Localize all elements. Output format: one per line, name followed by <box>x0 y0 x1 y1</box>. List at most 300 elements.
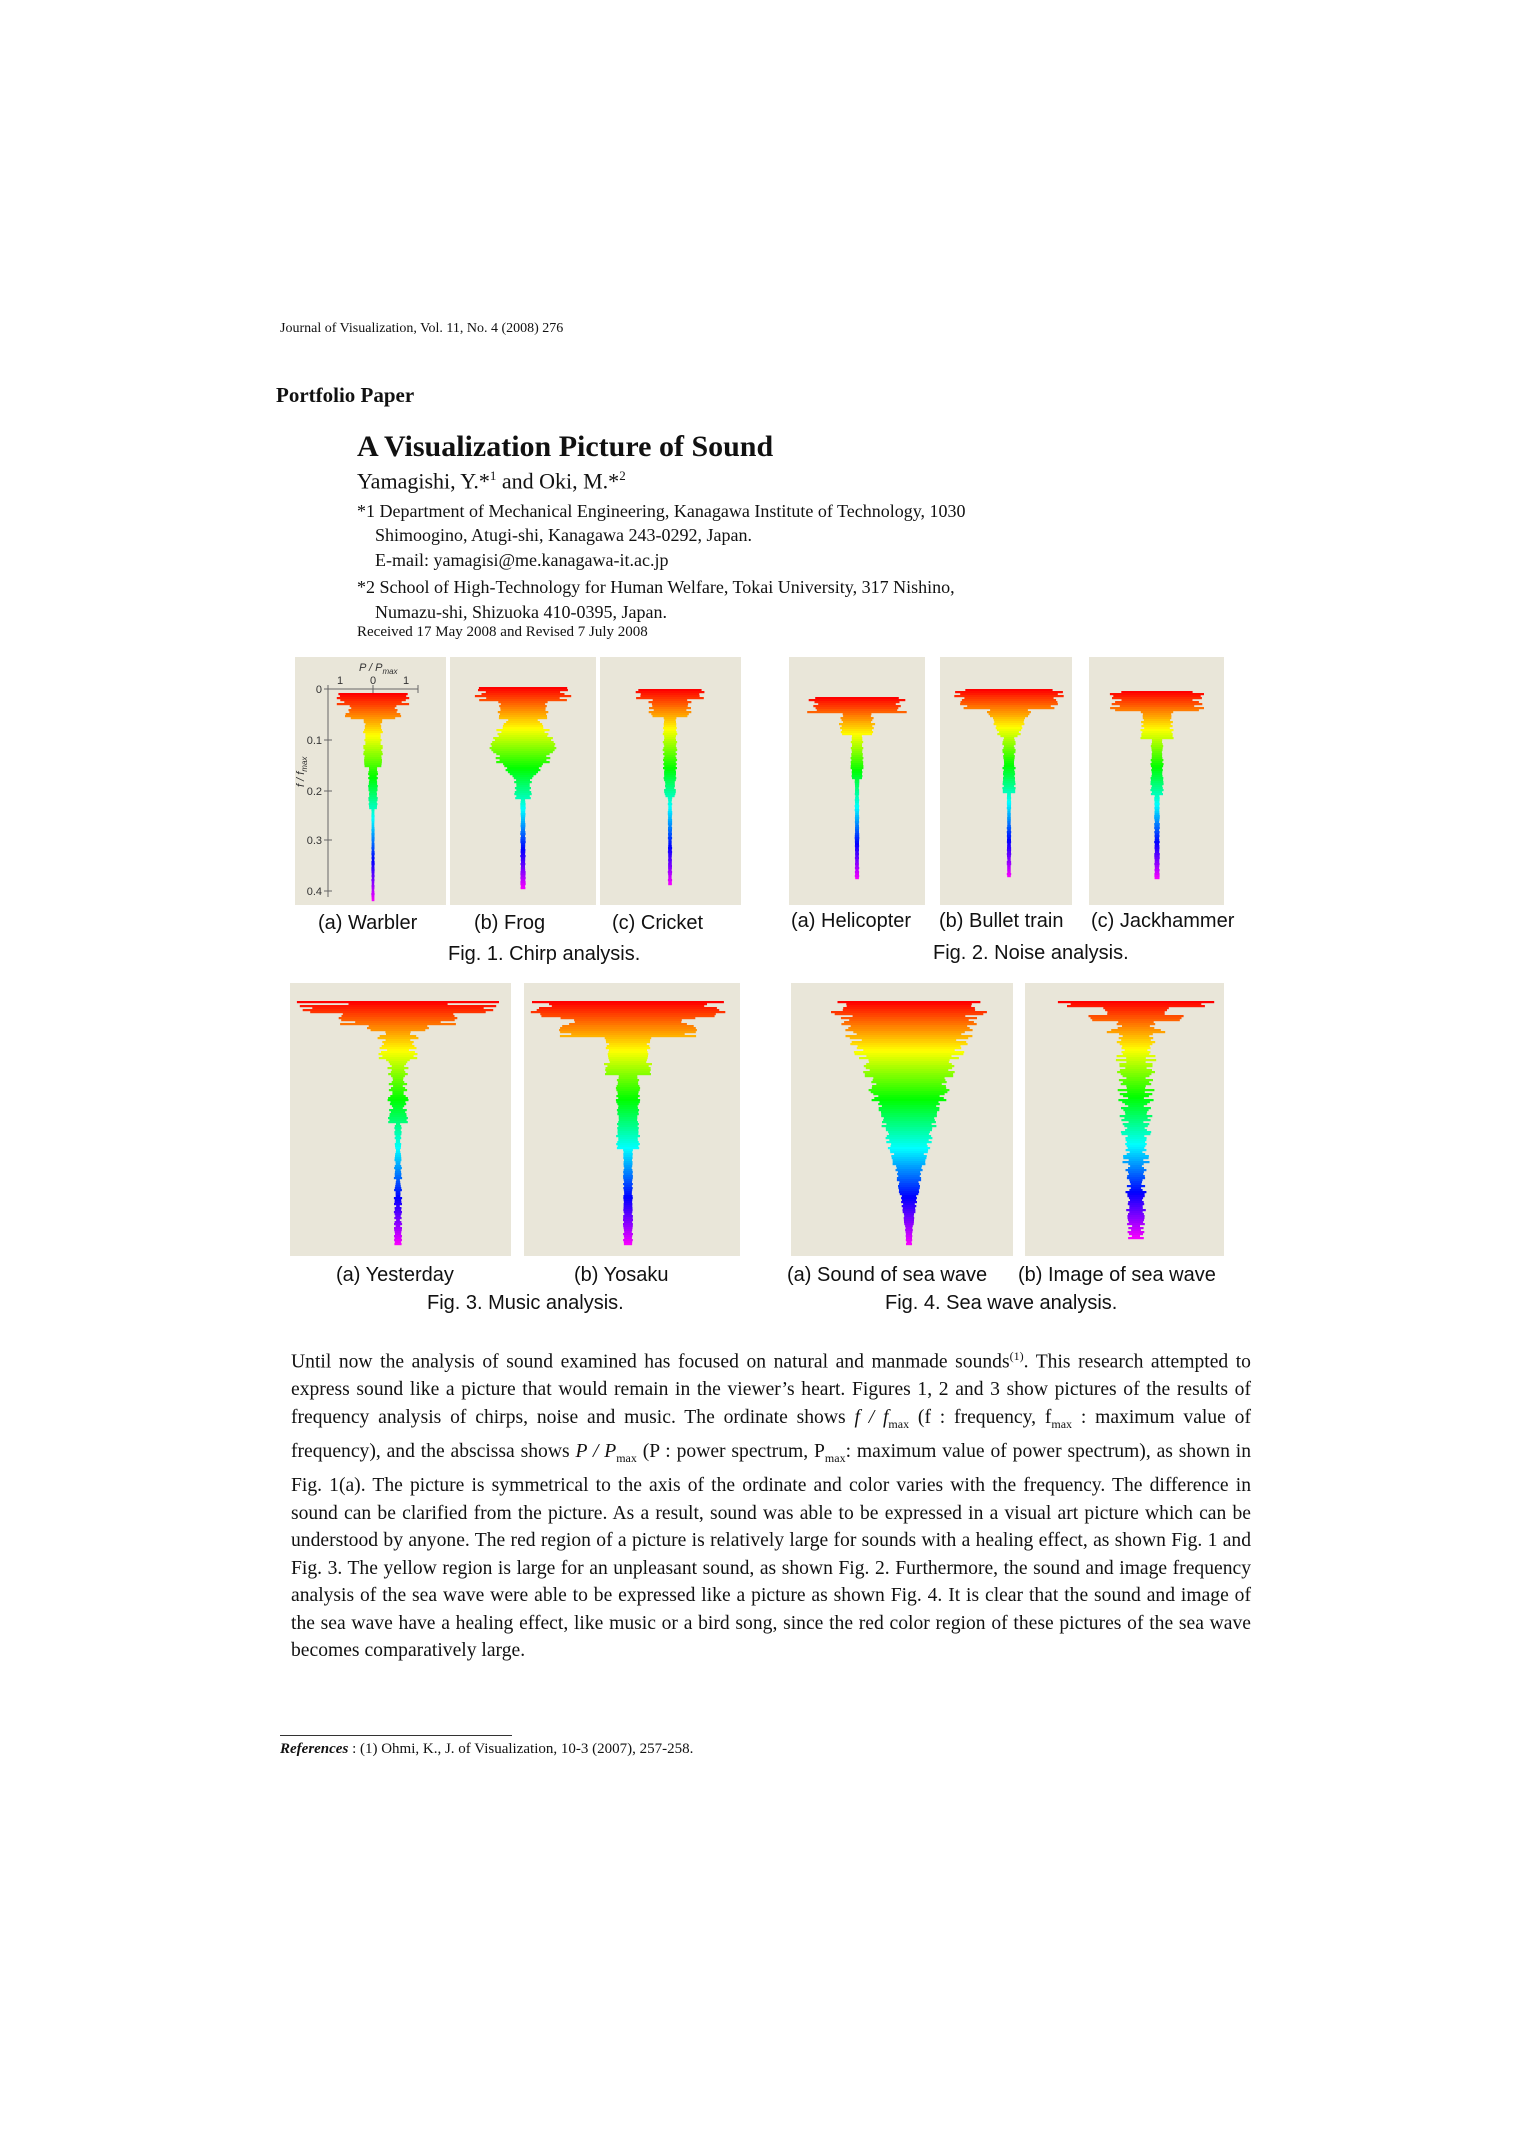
spectrum-slice <box>904 1217 915 1219</box>
spectrum-slice <box>1058 1001 1214 1003</box>
spectrum-slice <box>1107 1011 1164 1013</box>
spectrum-slice <box>1126 1209 1146 1211</box>
spectrum-slice <box>624 1159 632 1161</box>
spectrum-slice <box>395 1137 402 1139</box>
spectrum-slice <box>371 809 374 811</box>
spectrum-slice <box>516 789 529 791</box>
spectrum-slice <box>616 1099 640 1101</box>
spectrum-slice <box>391 1101 406 1103</box>
spectrum-slice <box>396 1193 401 1195</box>
spectrum-slice <box>664 729 676 731</box>
spectrum-slice <box>1154 803 1159 805</box>
spectrum-slice <box>1151 765 1163 767</box>
spectrum-slice <box>624 1151 633 1153</box>
spectrum-slice <box>1152 771 1163 773</box>
spectrum-slice <box>851 747 864 749</box>
spectrum-slice <box>1003 791 1015 793</box>
spectrum-slice <box>369 803 378 805</box>
spectrum-slice <box>372 871 375 873</box>
spectrum-slice <box>1007 803 1011 805</box>
spectrum-slice <box>851 755 862 757</box>
spectrum-slice <box>369 767 377 769</box>
spectrum-slice <box>845 1029 972 1031</box>
spectrum-slice <box>372 875 375 877</box>
spectrum-slice <box>1121 1039 1151 1041</box>
spectrum-slice <box>665 793 676 795</box>
fig4-panel-sound-sea-wave <box>791 983 1013 1256</box>
affiliation-line-2: Shimoogino, Atugi-shi, Kanagawa 243-0292, Japan. <box>357 525 752 545</box>
spectrum-slice <box>894 1153 924 1155</box>
spectrum-slice <box>1117 1041 1155 1043</box>
spectrum-slice <box>1131 1187 1141 1189</box>
spectrum-slice <box>1007 837 1011 839</box>
authors: Yamagishi, Y.*$^1$ and Oki, M.*$^2$ <box>357 468 626 494</box>
spectrum-slice <box>1155 821 1159 823</box>
spectrum-slice <box>664 721 676 723</box>
spectrum-slice <box>539 1007 717 1009</box>
spectrum-slice <box>392 1081 405 1083</box>
spectrum-slice <box>394 1167 402 1169</box>
spectrum-slice <box>855 875 859 877</box>
fig4-sublabel-sound: (a) Sound of sea wave <box>787 1264 988 1286</box>
spectrum-slice <box>652 703 688 705</box>
spectrum-slice <box>1130 1199 1142 1201</box>
spectrum-slice <box>388 1117 408 1119</box>
spectrum-slice <box>604 1063 652 1065</box>
spectrum-slice <box>666 795 675 797</box>
spectrum-slice <box>871 1081 946 1083</box>
spectrum-slice <box>864 1065 955 1067</box>
spectrum-slice <box>1007 811 1010 813</box>
spectrum-slice <box>855 837 860 839</box>
spectrum-slice <box>886 1129 932 1131</box>
spectrum-slice <box>873 1077 944 1079</box>
spectrum-slice <box>886 1123 931 1125</box>
spectrum-slice <box>663 767 677 769</box>
spectrum-slice <box>990 709 1028 711</box>
spectrum-slice <box>855 873 859 875</box>
fig4-panel-image-sea-wave <box>1025 983 1224 1256</box>
spectrum-slice <box>1141 737 1174 739</box>
spectrum-slice <box>1124 1125 1148 1127</box>
spectrum-slice <box>855 853 859 855</box>
spectrum-slice <box>521 887 526 889</box>
spectrum-slice <box>624 1191 632 1193</box>
spectrum-slice <box>521 811 525 813</box>
spectrum-slice <box>394 1177 402 1179</box>
spectrum-slice <box>623 1239 633 1241</box>
spectrum-slice <box>369 801 377 803</box>
spectrum-slice <box>385 1031 410 1033</box>
spectrum-slice <box>1127 1145 1146 1147</box>
spectrum-slice <box>1007 861 1011 863</box>
spectrum-slice <box>618 1083 639 1085</box>
spectrum-slice <box>396 1181 400 1183</box>
spectrum-slice <box>394 1197 402 1199</box>
spectrum-slice <box>395 1157 402 1159</box>
spectrum-slice <box>1128 1097 1144 1099</box>
spectrum-slice <box>499 735 548 737</box>
spectrum-slice <box>817 709 897 711</box>
spectrum-slice <box>521 885 525 887</box>
spectrum-slice <box>479 687 567 689</box>
spectrum-slice <box>618 1139 638 1141</box>
spectrum-slice <box>396 1141 400 1143</box>
spectrum-slice <box>1151 777 1164 779</box>
spectrum-slice <box>996 727 1023 729</box>
spectrum-slice <box>561 1017 696 1019</box>
spectrum-slice <box>608 1055 648 1057</box>
spectrum-slice <box>372 843 375 845</box>
spectrum-slice <box>855 841 859 843</box>
spectrum-slice <box>668 877 671 879</box>
spectrum-slice <box>851 765 864 767</box>
spectrum-slice <box>852 771 863 773</box>
spectrum-slice <box>906 1231 913 1233</box>
spectrum-slice <box>393 1077 404 1079</box>
spectrum-slice <box>855 805 860 807</box>
spectrum-slice <box>663 763 676 765</box>
spectrum-slice <box>886 1137 933 1139</box>
spectrum-slice <box>1121 1073 1152 1075</box>
spectrum-slice <box>852 751 862 753</box>
spectrum-shape <box>475 687 571 889</box>
spectrum-slice <box>1123 1157 1148 1159</box>
spectrum-slice <box>898 1187 919 1189</box>
spectrum-slice <box>664 743 677 745</box>
spectrum-slice <box>349 1003 448 1005</box>
spectrum-slice <box>516 779 530 781</box>
spectrum-slice <box>851 759 862 761</box>
spectrum-slice <box>664 737 675 739</box>
spectrum-slice <box>1129 1205 1142 1207</box>
spectrum-slice <box>1129 1159 1144 1161</box>
spectrum-slice <box>521 859 525 861</box>
spectrum-slice <box>623 1209 632 1211</box>
spectrum-slice <box>1121 1119 1150 1121</box>
spectrum-slice <box>1003 781 1015 783</box>
spectrum-slice <box>855 807 859 809</box>
spectrum-slice <box>1141 725 1172 727</box>
spectrum-slice <box>369 771 378 773</box>
spectrum-slice <box>1110 707 1204 709</box>
spectrum-slice <box>394 1131 401 1133</box>
spectrum-slice <box>855 857 859 859</box>
spectrum-slice <box>303 1009 494 1011</box>
body-paragraph: Until now the analysis of sound examined has focused on natural and manmade sounds$^{(1)}$. This research attempted to express sound like a picture that would remain in the viewer’s heart. Figures 1, 2 and 3 show pictures of the results of frequency analysis of chirps, noise and music. The ordinate shows f / $f_{max}$ (f : frequency, $f_{max}$ : maximum value of frequency), and the abscissa shows P / $P_{max}$ (P : power spectrum, $P_{max}$: maximum value of power spectrum), as shown in Fig. 1(a). The picture is symmetrical to the axis of the ordinate and color varies with the frequency. The difference in sound can be clarified from the picture. As a result, sound was able to be expressed in a visual art picture which can be understood by anyone. The red region of a picture is relatively large for sounds with a healing effect, as shown Fig. 1 and Fig. 3. The yellow region is large for an unpleasant sound, as shown Fig. 2. Furthermore, the sound and image frequency analysis of the sea wave were able to be expressed like a picture as shown Fig. 4. It is clear that the sound and image of the sea wave have a healing effect, like music or a bird song, since the red color region of these pictures of the sea wave becomes comparatively large. <box>291 1349 1252 1662</box>
spectrum-slice <box>893 1163 926 1165</box>
spectrum-slice <box>855 797 859 799</box>
spectrum-slice <box>1122 1047 1151 1049</box>
spectrum-slice <box>855 839 859 841</box>
spectrum-slice <box>619 1115 638 1117</box>
spectrum-slice <box>1007 857 1011 859</box>
spectrum-slice <box>1154 797 1159 799</box>
spectrum-slice <box>1151 793 1163 795</box>
spectrum-slice <box>1112 697 1202 699</box>
spectrum-slice <box>1154 815 1160 817</box>
spectrum-slice <box>503 727 544 729</box>
spectrum-slice <box>1123 1155 1149 1157</box>
spectrum-slice <box>1154 831 1159 833</box>
spectrum-slice <box>866 1067 952 1069</box>
spectrum-slice <box>386 1039 411 1041</box>
spectrum-slice <box>387 1049 409 1051</box>
spectrum-slice <box>1003 783 1016 785</box>
spectrum-slice <box>369 805 377 807</box>
spectrum-slice <box>1071 1003 1202 1005</box>
spectrum-slice <box>395 1129 401 1131</box>
spectrum-slice <box>346 713 401 715</box>
spectrum-slice <box>521 853 525 855</box>
spectrum-slice <box>664 769 675 771</box>
spectrum-slice <box>1007 799 1011 801</box>
spectrum-slice <box>665 781 675 783</box>
spectrum-slice <box>1132 1225 1140 1227</box>
spectrum-slice <box>1151 763 1164 765</box>
spectrum-slice <box>897 1177 921 1179</box>
spectrum-slice <box>668 847 672 849</box>
spectrum-slice <box>486 691 560 693</box>
spectrum-shape <box>297 1001 499 1245</box>
spectrum-slice <box>372 897 375 899</box>
spectrum-slice <box>390 1103 406 1105</box>
spectrum-slice <box>663 747 676 749</box>
spectrum-slice <box>617 1109 639 1111</box>
spectrum-slice <box>371 863 374 865</box>
references: References : (1) Ohmi, K., J. of Visualization, 10-3 (2007), 257-258. <box>280 1741 694 1757</box>
spectrum-slice <box>495 739 551 741</box>
spectrum-slice <box>616 1089 639 1091</box>
spectrum-slice <box>605 1073 651 1075</box>
fig1-left-tick: 0 <box>315 684 322 696</box>
spectrum-slice <box>624 1189 632 1191</box>
spectrum-slice <box>395 1233 401 1235</box>
spectrum-slice <box>623 1155 632 1157</box>
spectrum-slice <box>904 1219 914 1221</box>
spectrum-slice <box>846 1003 972 1005</box>
spectrum-slice <box>668 825 671 827</box>
spectrum-slice <box>1154 855 1159 857</box>
spectrum-slice <box>1150 789 1163 791</box>
spectrum-slice <box>855 863 859 865</box>
spectrum-slice <box>889 1133 929 1135</box>
spectrum-slice <box>858 1045 961 1047</box>
spectrum-slice <box>855 833 859 835</box>
spectrum-slice <box>638 689 701 691</box>
spectrum-slice <box>843 715 871 717</box>
spectrum-slice <box>369 799 378 801</box>
spectrum-slice <box>1129 1121 1144 1123</box>
spectrum-slice <box>560 1035 696 1037</box>
spectrum-slice <box>1155 861 1160 863</box>
spectrum-slice <box>624 1201 632 1203</box>
spectrum-slice <box>617 1147 639 1149</box>
spectrum-slice <box>1128 1163 1143 1165</box>
spectrum-slice <box>355 1021 441 1023</box>
fig1-top-tick: 0 <box>369 675 377 687</box>
spectrum-slice <box>663 733 678 735</box>
spectrum-slice <box>882 1105 936 1107</box>
spectrum-slice <box>1151 787 1163 789</box>
spectrum-slice <box>623 1225 633 1227</box>
spectrum-slice <box>1128 1237 1144 1239</box>
spectrum-slice <box>624 1193 632 1195</box>
spectrum-slice <box>368 773 378 775</box>
spectrum-slice <box>392 1065 405 1067</box>
spectrum-slice <box>955 691 1063 693</box>
spectrum-slice <box>1154 863 1159 865</box>
spectrum-slice <box>1131 1229 1141 1231</box>
spectrum-slice <box>394 1235 402 1237</box>
spectrum-slice <box>371 861 374 863</box>
spectrum-slice <box>617 1123 639 1125</box>
spectrum-slice <box>491 743 556 745</box>
spectrum-slice <box>382 1055 413 1057</box>
spectrum-slice <box>890 1149 928 1151</box>
fig2-sublabel-jackhammer: (c) Jackhammer <box>1091 910 1235 932</box>
spectrum-slice <box>1123 1095 1149 1097</box>
spectrum-slice <box>1122 699 1193 701</box>
spectrum-slice <box>500 713 546 715</box>
spectrum-slice <box>624 1221 632 1223</box>
spectrum-slice <box>1127 1215 1144 1217</box>
spectrum-slice <box>369 783 377 785</box>
spectrum-slice <box>382 1045 415 1047</box>
spectrum-slice <box>624 1243 632 1245</box>
spectrum-slice <box>905 1225 913 1227</box>
spectrum-slice <box>663 749 678 751</box>
spectrum-slice <box>855 799 859 801</box>
spectrum-slice <box>855 867 859 869</box>
spectrum-slice <box>395 1187 402 1189</box>
spectrum-slice <box>606 1041 650 1043</box>
spectrum-slice <box>668 861 672 863</box>
affiliation-line-3: E-mail: yamagisi@me.kanagawa-it.ac.jp <box>357 550 669 570</box>
spectrum-slice <box>859 1057 959 1059</box>
spectrum-slice <box>1155 869 1160 871</box>
spectrum-slice <box>624 1199 633 1201</box>
spectrum-slice <box>608 1051 647 1053</box>
spectrum-slice <box>1155 847 1160 849</box>
spectrum-slice <box>371 869 374 871</box>
spectrum-slice <box>478 689 568 691</box>
spectrum-slice <box>636 691 705 693</box>
spectrum-slice <box>1128 1147 1145 1149</box>
spectrum-slice <box>521 823 526 825</box>
spectrum-slice <box>372 857 375 859</box>
spectrum-slice <box>521 829 525 831</box>
spectrum-slice <box>521 801 526 803</box>
spectrum-slice <box>874 1097 944 1099</box>
spectrum-slice <box>855 789 859 791</box>
spectrum-slice <box>664 765 676 767</box>
spectrum-slice <box>521 875 526 877</box>
spectrum-slice <box>1007 829 1011 831</box>
spectrum-slice <box>664 779 676 781</box>
spectrum-slice <box>513 775 534 777</box>
spectrum-slice <box>617 1127 639 1129</box>
spectrum-slice <box>475 695 571 697</box>
spectrum-slice <box>1142 731 1171 733</box>
spectrum-slice <box>807 711 907 713</box>
spectrum-slice <box>619 1117 638 1119</box>
spectrum-slice <box>1123 1109 1148 1111</box>
spectrum-slice <box>1128 1227 1143 1229</box>
spectrum-slice <box>855 809 860 811</box>
spectrum-slice <box>386 1059 410 1061</box>
fig1-top-tick: 1 <box>336 675 344 687</box>
spectrum-slice <box>349 709 398 711</box>
spectrum-slice <box>887 1135 931 1137</box>
spectrum-slice <box>888 1147 930 1149</box>
spectrum-slice <box>368 797 377 799</box>
spectrum-slice <box>855 865 859 867</box>
spectrum-slice <box>668 799 672 801</box>
spectrum-slice <box>668 843 671 845</box>
spectrum-slice <box>1122 1133 1151 1135</box>
spectrum-slice <box>372 887 375 889</box>
spectrum-slice <box>617 1141 638 1143</box>
spectrum-slice <box>663 741 677 743</box>
spectrum-slice <box>664 755 675 757</box>
spectrum-slice <box>1007 833 1011 835</box>
spectrum-slice <box>1154 873 1159 875</box>
spectrum-slice <box>1003 751 1016 753</box>
spectrum-slice <box>623 1153 633 1155</box>
spectrum-slice <box>515 791 531 793</box>
spectrum-slice <box>365 743 380 745</box>
spectrum-slice <box>668 805 671 807</box>
spectrum-slice <box>664 723 677 725</box>
spectrum-slice <box>1004 759 1014 761</box>
spectrum-slice <box>364 739 381 741</box>
spectrum-slice <box>1092 1019 1180 1021</box>
spectrum-slice <box>1115 709 1199 711</box>
spectrum-slice <box>1127 1153 1146 1155</box>
spectrum-slice <box>1003 789 1015 791</box>
spectrum-slice <box>893 1159 926 1161</box>
spectrum-slice <box>1155 877 1160 879</box>
spectrum-slice <box>854 1051 964 1053</box>
spectrum-slice <box>855 869 858 871</box>
spectrum-slice <box>369 775 376 777</box>
spectrum-slice <box>510 773 536 775</box>
spectrum-slice <box>369 795 377 797</box>
spectrum-slice <box>1155 805 1160 807</box>
spectrum-slice <box>851 767 864 769</box>
spectrum-slice <box>853 1031 965 1033</box>
spectrum-slice <box>504 765 541 767</box>
spectrum-slice <box>372 883 375 885</box>
spectrum-slice <box>1110 693 1204 695</box>
spectrum-slice <box>1117 1071 1155 1073</box>
spectrum-slice <box>388 1097 408 1099</box>
spectrum-slice <box>1003 773 1015 775</box>
spectrum-slice <box>664 719 675 721</box>
spectrum-slice <box>664 771 676 773</box>
spectrum-slice <box>1154 853 1160 855</box>
spectrum-slice <box>649 707 691 709</box>
spectrum-slice <box>521 867 525 869</box>
spectrum-slice <box>862 1039 956 1041</box>
spectrum-slice <box>1128 1231 1145 1233</box>
spectrum-slice <box>389 1109 407 1111</box>
spectrum-slice <box>1128 1167 1144 1169</box>
spectrum-slice <box>1121 1083 1152 1085</box>
spectrum-slice <box>855 851 859 853</box>
spectrum-slice <box>664 773 676 775</box>
